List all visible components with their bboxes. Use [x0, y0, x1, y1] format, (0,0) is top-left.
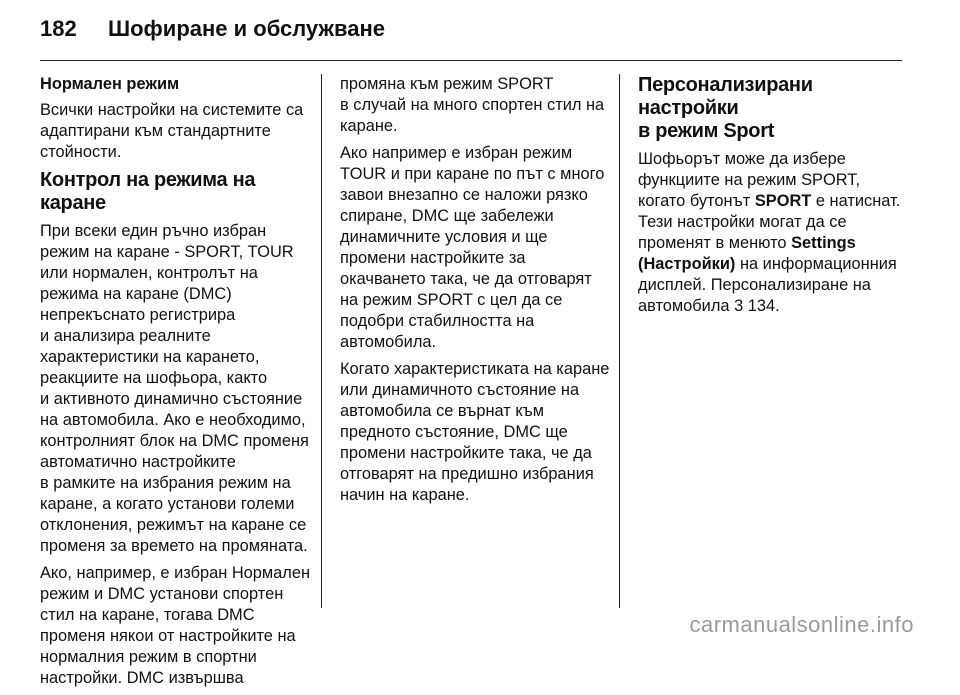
column-2: [340, 74, 610, 512]
subheading-normal-mode: Нормален режим: [40, 75, 180, 93]
page-header: [40, 16, 920, 42]
page-reference: 134.: [743, 297, 780, 315]
paragraph: Когато характеристиката на каране или динамичното състояние на автомобила се върнат към предното състояние, DMC ще промени настройките така, че да отговарят на предишно избрания начин на каране.: [340, 360, 610, 504]
text-run: Шофьорът може да избере функциите на режим SPORT, когато бутонът: [638, 150, 861, 210]
page-reference-icon: 3: [734, 297, 744, 315]
text-run: на информационния дисплей. Персонализиране на автомобила: [638, 255, 897, 315]
header-divider: [40, 60, 902, 61]
page-number: 182: [40, 16, 77, 41]
paragraph: При всеки един ръчно избран режим на каране - SPORT, TOUR или нормален, контролът на режима на каране (DMC) непрекъснато регистрира и анализира реалните характеристики на карането, реакциите на шофьора, както и активното динамично състояние на автомобила. Ако е необходимо, контролният блок на DMC променя автоматично настройките в рамките на избрания режим на каране, а когато установи големи отклонения, режимът на каране се променя за времето на промяната.: [40, 222, 309, 555]
column-divider: [619, 74, 620, 608]
paragraph: [638, 149, 913, 317]
column-divider: [321, 74, 322, 608]
paragraph: Ако например е избран режим TOUR и при каране по път с много завои внезапно се наложи рязко спиране, DMC ще забележи динамичните условия и ще промени настройките за окачването така, че да отговарят на режим SPORT с цел да се подобри стабилността на автомобила.: [340, 144, 605, 351]
watermark: carmanualsonline.info: [689, 612, 914, 637]
settings-menu-label: Settings (Настройки): [638, 234, 856, 273]
paragraph: Всички настройки на системите са адаптирани към стандартните стойности.: [40, 101, 304, 161]
page-title: Шофиране и обслужване: [108, 16, 386, 41]
paragraph: Ако, например, е избран Нормален режим и DMC установи спортен стил на каране, тогава DMC променя някои от настройките на нормалния режим в спортни настройки. DMC извършва: [40, 564, 310, 687]
paragraph: промяна към режим SPORT в случай на много спортен стил на каране.: [340, 75, 605, 135]
text-run: е натиснат. Тези настройки могат да се променят в менюто: [638, 192, 901, 252]
section-title-drive-mode-control: Контрол на режима на каране: [40, 169, 256, 214]
sport-button-label: SPORT: [754, 192, 812, 210]
section-title-sport-settings: Персонализирани настройки в режим Sport: [638, 74, 813, 142]
column-3: [638, 74, 913, 323]
column-1: [40, 74, 310, 695]
